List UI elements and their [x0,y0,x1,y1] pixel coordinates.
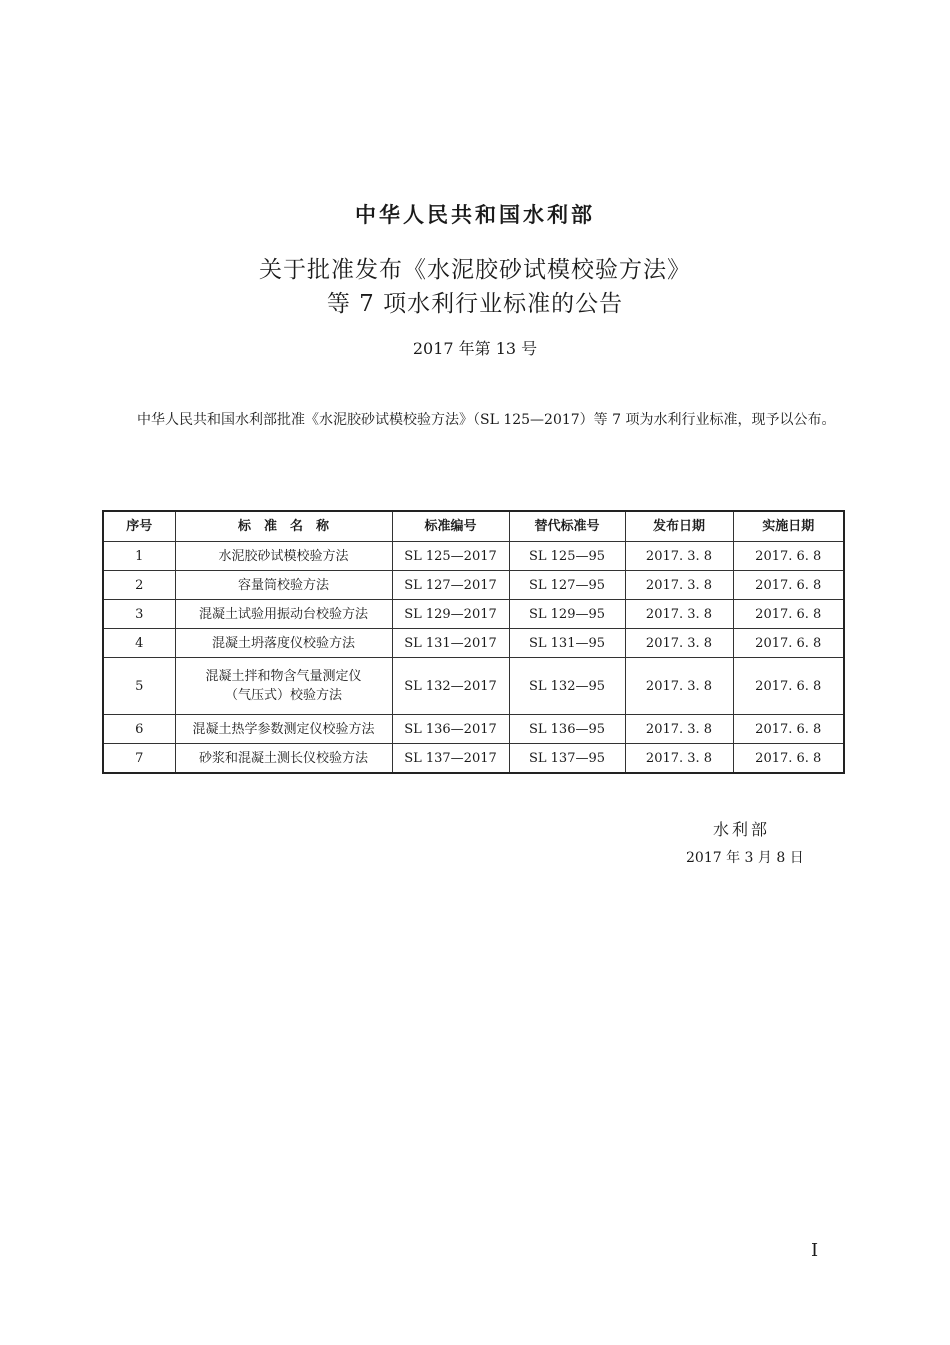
cell-effective-date: 2017. 6. 8 [733,715,844,744]
cell-standard-code: SL 125—2017 [392,542,509,571]
cell-replaced-code: SL 132—95 [509,658,625,715]
cell-standard-code: SL 127—2017 [392,571,509,600]
cell-serial: 5 [103,658,175,715]
cell-serial: 1 [103,542,175,571]
table-row [103,571,844,600]
cell-standard-name: 砂浆和混凝土测长仪校验方法 [175,744,392,774]
table-header-row [103,511,844,542]
cell-serial: 7 [103,744,175,774]
signature-organization: 水利部 [713,820,771,839]
cell-standard-name [175,658,392,715]
announcement-body: 中华人民共和国水利部批准《水泥胶砂试模校验方法》（SL 125—2017）等 7 项为水利行业标准，现予以公布。 [137,412,836,428]
cell-effective-date: 2017. 6. 8 [733,744,844,774]
cell-publish-date: 2017. 3. 8 [625,542,733,571]
cell-effective-date: 2017. 6. 8 [733,658,844,715]
cell-publish-date: 2017. 3. 8 [625,571,733,600]
cell-serial: 2 [103,571,175,600]
cell-standard-name-line-1: 混凝土拌和物含气量测定仪 [205,669,362,684]
cell-replaced-code: SL 137—95 [509,744,625,774]
cell-replaced-code: SL 131—95 [509,629,625,658]
table-row [103,715,844,744]
cell-publish-date: 2017. 3. 8 [625,629,733,658]
page-number: I [811,1240,819,1261]
cell-standard-name: 混凝土试验用振动台校验方法 [175,600,392,629]
standards-table [102,510,845,774]
cell-publish-date: 2017. 3. 8 [625,658,733,715]
signature-date: 2017 年 3 月 8 日 [686,850,804,866]
cell-standard-name: 混凝土坍落度仪校验方法 [175,629,392,658]
cell-effective-date: 2017. 6. 8 [733,571,844,600]
announcement-title-line-2: 等 7 项水利行业标准的公告 [326,291,624,317]
cell-effective-date: 2017. 6. 8 [733,600,844,629]
header-effective-date: 实施日期 [733,511,844,542]
cell-replaced-code: SL 136—95 [509,715,625,744]
cell-standard-code: SL 137—2017 [392,744,509,774]
header-standard-name: 标 准 名 称 [175,511,392,542]
header-serial: 序号 [103,511,175,542]
cell-replaced-code: SL 125—95 [509,542,625,571]
header-publish-date: 发布日期 [625,511,733,542]
agency-heading: 中华人民共和国水利部 [355,202,595,227]
cell-standard-name: 混凝土热学参数测定仪校验方法 [175,715,392,744]
header-replaced-code: 替代标准号 [509,511,625,542]
cell-standard-name-line-2: （气压式）校验方法 [224,688,342,703]
table-row [103,744,844,774]
announcement-title-line-1: 关于批准发布《水泥胶砂试模校验方法》 [259,257,691,283]
table-row [103,629,844,658]
table-row [103,600,844,629]
cell-effective-date: 2017. 6. 8 [733,542,844,571]
cell-publish-date: 2017. 3. 8 [625,715,733,744]
cell-publish-date: 2017. 3. 8 [625,744,733,774]
cell-effective-date: 2017. 6. 8 [733,629,844,658]
cell-standard-code: SL 131—2017 [392,629,509,658]
cell-serial: 6 [103,715,175,744]
cell-standard-code: SL 129—2017 [392,600,509,629]
document-number: 2017 年第 13 号 [412,339,538,358]
table-row [103,658,844,715]
cell-serial: 4 [103,629,175,658]
cell-replaced-code: SL 127—95 [509,571,625,600]
table-row [103,542,844,571]
cell-standard-name: 水泥胶砂试模校验方法 [175,542,392,571]
cell-standard-code: SL 136—2017 [392,715,509,744]
header-standard-code: 标准编号 [392,511,509,542]
cell-standard-name: 容量筒校验方法 [175,571,392,600]
cell-standard-code: SL 132—2017 [392,658,509,715]
cell-replaced-code: SL 129—95 [509,600,625,629]
cell-serial: 3 [103,600,175,629]
cell-publish-date: 2017. 3. 8 [625,600,733,629]
